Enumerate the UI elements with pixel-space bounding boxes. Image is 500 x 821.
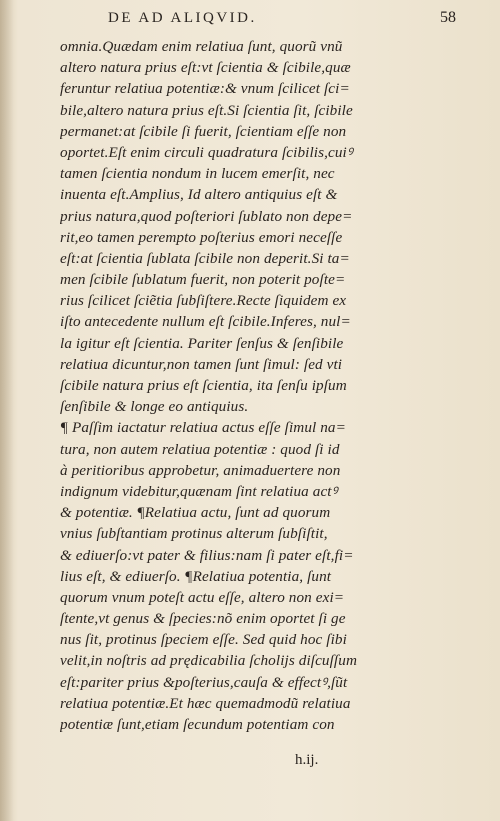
text-line: men ſcibile ſublatum fuerit, non poterit poſte= (60, 271, 346, 289)
text-line: prius natura,quod poſteriori ſublato non depe= (60, 207, 353, 225)
text-line: ſtente,vt genus & ſpecies:nõ enim oportet ſi ge (60, 610, 346, 628)
text-line: omnia.Quædam enim relatiua ſunt, quorũ vnũ (60, 38, 343, 55)
text-line: relatiua potentiæ.Et hæc quemadmodũ relatiua (60, 694, 351, 712)
text-line: tamen ſcientia nondum in lucem emerſit, nec (60, 165, 335, 183)
text-line: à peritioribus approbetur, animaduertere non (60, 461, 341, 479)
text-line: altero natura prius eſt:vt ſcientia & ſcibile,quæ (60, 59, 351, 77)
text-line: & potentiæ. ¶Relatiua actu, ſunt ad quorum (60, 504, 331, 522)
text-line: & ediuerſo:vt pater & filius:nam ſi pater eſt,fi= (60, 546, 354, 564)
text-line: inuenta eſt.Amplius, Id altero antiquius eſt & (60, 186, 338, 204)
text-line: lius eſt, & ediuerſo. ¶Relatiua potentia, ſunt (60, 567, 332, 585)
page-number: 58 (440, 9, 456, 26)
text-line: relatiua dicuntur,non tamen ſunt ſimul: ſed vti (60, 355, 343, 373)
text-line: ¶ Paſſim iactatur relatiua actus eſſe ſimul na= (60, 419, 346, 437)
text-line: nus ſit, protinus ſpeciem eſſe. Sed quid hoc ſibi (60, 631, 347, 649)
text-line: indignum videbitur,quænam ſint relatiua actꝰ (60, 482, 338, 500)
text-line: potentiæ ſunt,etiam ſecundum potentiam con (60, 716, 335, 733)
text-line: eſt:at ſcientia ſublata ſcibile non deperit.Si ta= (60, 249, 350, 267)
text-line: permanet:at ſcibile ſi fuerit, ſcientiam eſſe non (60, 122, 347, 140)
text-line: rit,eo tamen perempto poſterius emori neceſſe (60, 228, 343, 246)
gutter-shadow (0, 0, 14, 821)
running-head (56, 10, 456, 32)
text-line: eſt:pariter prius &poſterius,cauſa & effectꝰ,ſũt (60, 673, 348, 691)
text-line: ſcibile natura prius eſt ſcientia, ita ſenſu ipſum (60, 377, 347, 394)
text-line: bile,altero natura prius eſt.Si ſcientia ſit, ſcibile (60, 101, 353, 119)
text-line: feruntur relatiua potentiæ:& vnum ſcilicet ſci= (60, 80, 350, 98)
text-line: ſenſibile & longe eo antiquius. (60, 398, 249, 416)
running-title: DE AD ALIQVID. (108, 10, 257, 26)
text-line: quorum vnum poteſt actu eſſe, altero non exi= (60, 588, 345, 606)
text-line: tura, non autem relatiua potentiæ : quod ſi id (60, 440, 340, 458)
body-text (60, 36, 448, 735)
text-line: velit,in noſtris ad prędicabilia ſcholijs diſcuſſum (60, 652, 358, 670)
text-line: la igitur eſt ſcientia. Pariter ſenſus & ſenſibile (60, 334, 344, 352)
text-line: iſto antecedente nullum eſt ſcibile.Inferes, nul= (60, 313, 351, 331)
signature-mark: h.ij. (295, 752, 319, 768)
text-line: vnius ſubſtantiam protinus alterum ſubſiſtit, (60, 525, 328, 543)
text-line: oportet.Eſt enim circuli quadratura ſcibilis,cuiꝰ (60, 143, 353, 161)
text-line: rius ſcilicet ſciẽtia ſubſiſtere.Recte ſiquidem ex (60, 292, 347, 310)
